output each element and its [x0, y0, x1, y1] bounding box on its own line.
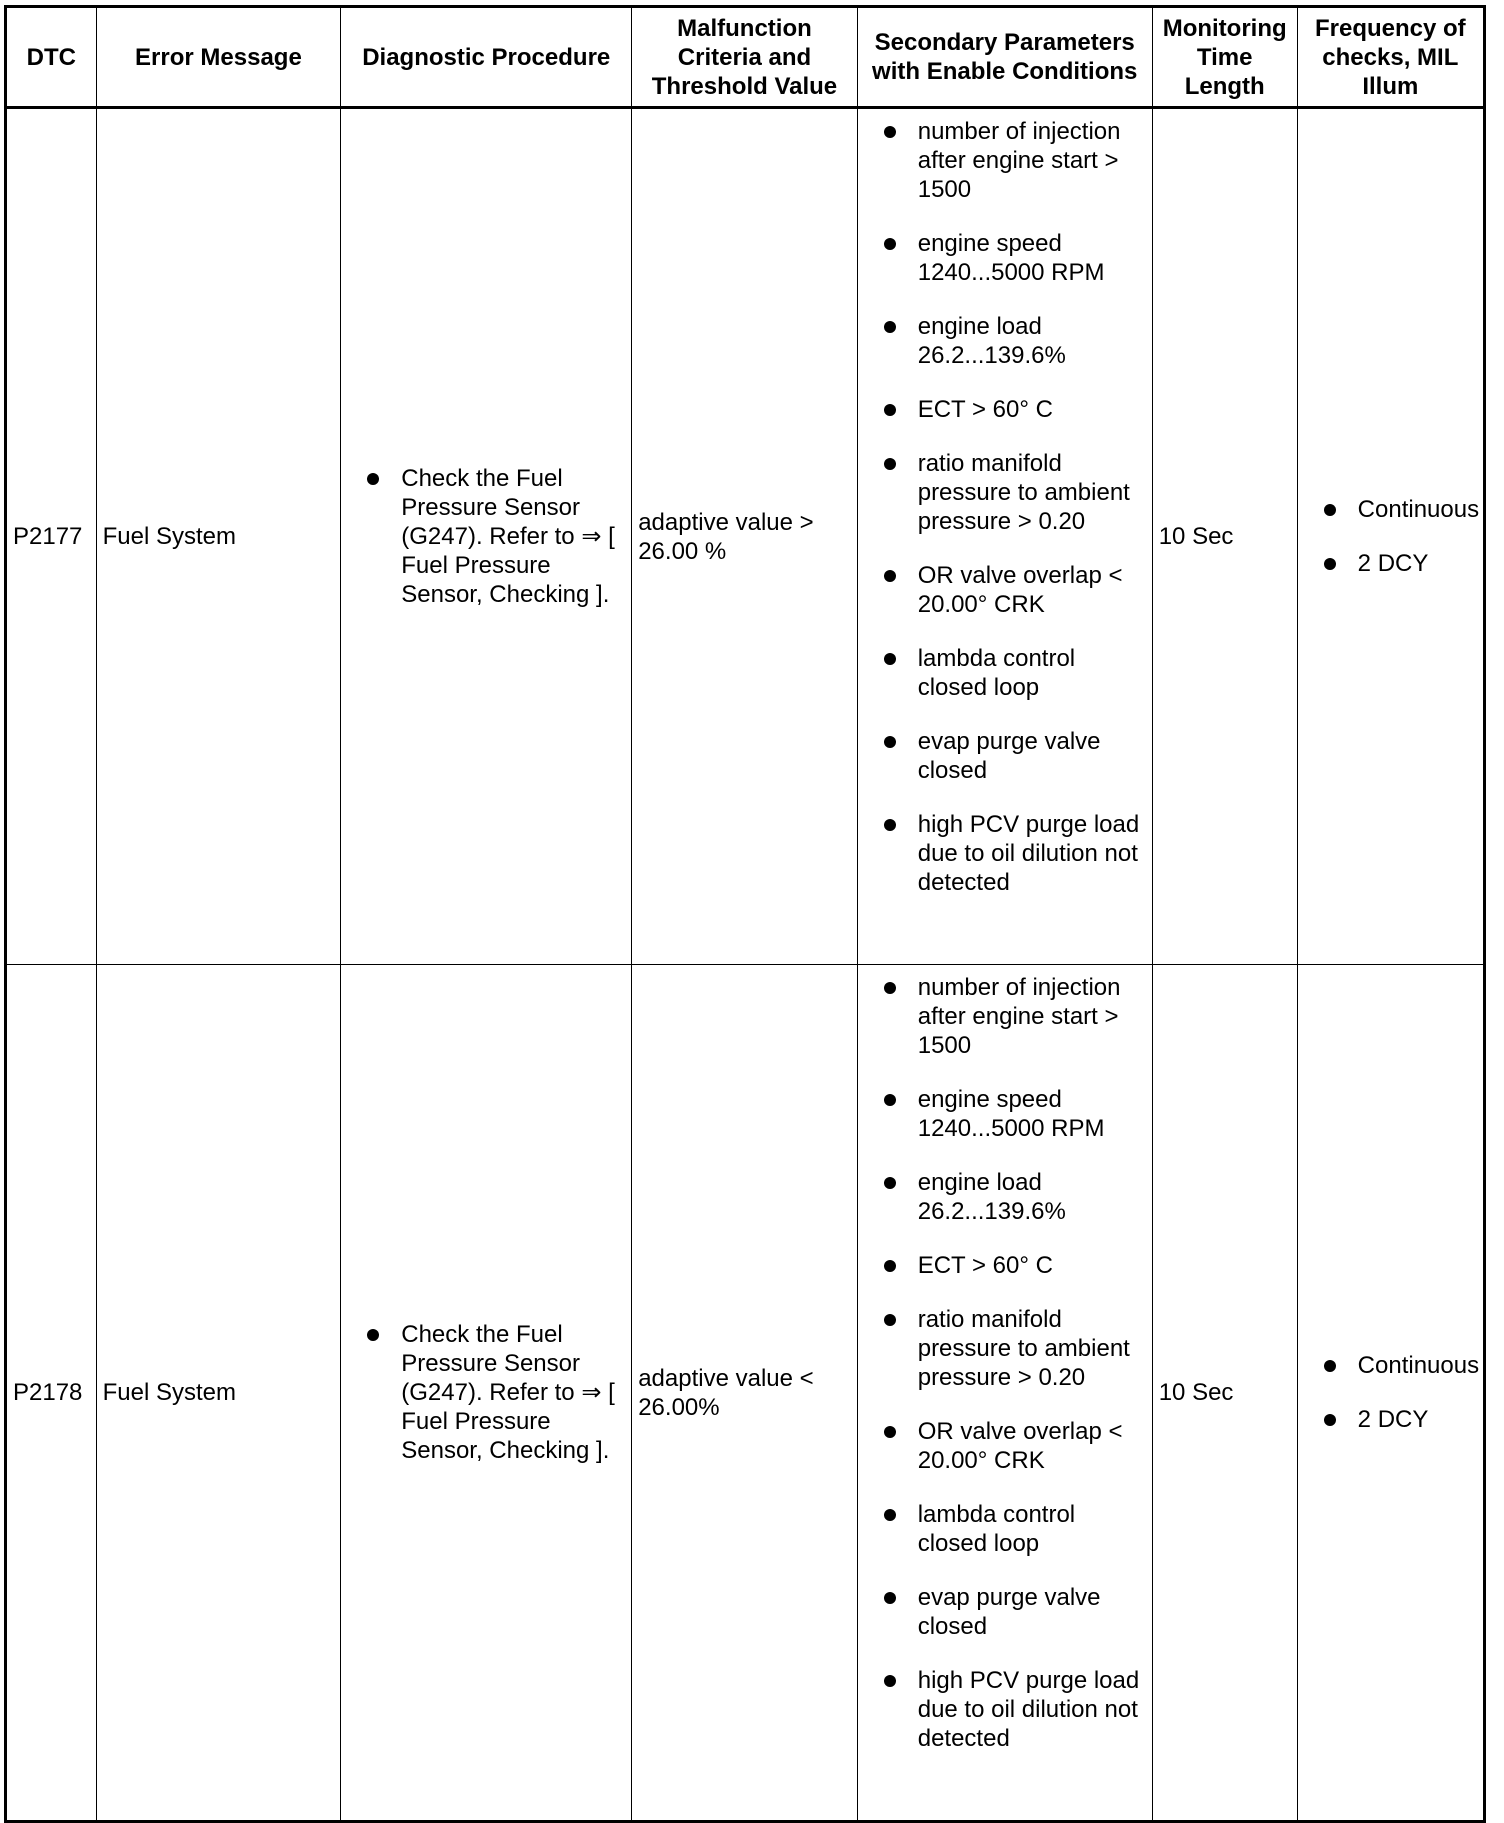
table-row [6, 965, 1485, 1822]
param-item: ratio manifold pressure to ambient pressure > 0.20 [878, 1305, 1146, 1392]
secondary-parameters [857, 108, 1152, 965]
param-item: ECT > 60° C [878, 1251, 1146, 1280]
param-item: engine speed 1240...5000 RPM [878, 229, 1146, 287]
frequency-item: Continuous [1318, 1351, 1481, 1380]
malfunction-criteria: adaptive value < 26.00% [632, 965, 858, 1822]
header-row [6, 7, 1485, 108]
monitoring-time: 10 Sec [1152, 965, 1297, 1822]
diagnostic-procedure [341, 108, 632, 965]
param-item: high PCV purge load due to oil dilution not detected [878, 1666, 1146, 1753]
diagnostic-procedure [341, 965, 632, 1822]
param-item: ratio manifold pressure to ambient pressure > 0.20 [878, 449, 1146, 536]
dtc-table [4, 5, 1486, 1823]
procedure-item: Check the Fuel Pressure Sensor (G247). Refer to ⇒ [ Fuel Pressure Sensor, Checking ]. [361, 464, 625, 609]
error-message: Fuel System [96, 108, 341, 965]
param-item: number of injection after engine start > 1500 [878, 117, 1146, 204]
param-item: lambda control closed loop [878, 1500, 1146, 1558]
monitoring-time: 10 Sec [1152, 108, 1297, 965]
param-item: engine load 26.2...139.6% [878, 1168, 1146, 1226]
frequency-item: Continuous [1318, 495, 1481, 524]
param-item: engine speed 1240...5000 RPM [878, 1085, 1146, 1143]
header-malfunction-criteria: Malfunction Criteria and Threshold Value [632, 7, 858, 108]
header-monitoring-time: Monitoring Time Length [1152, 7, 1297, 108]
param-item: number of injection after engine start > 1500 [878, 973, 1146, 1060]
param-item: high PCV purge load due to oil dilution not detected [878, 810, 1146, 897]
param-item: evap purge valve closed [878, 1583, 1146, 1641]
secondary-parameters [857, 965, 1152, 1822]
header-frequency: Frequency of checks, MIL Illum [1297, 7, 1484, 108]
param-item: lambda control closed loop [878, 644, 1146, 702]
param-item: OR valve overlap < 20.00° CRK [878, 561, 1146, 619]
frequency [1297, 108, 1484, 965]
param-item: OR valve overlap < 20.00° CRK [878, 1417, 1146, 1475]
param-item: evap purge valve closed [878, 727, 1146, 785]
document-page [4, 5, 1486, 1823]
dtc-code: P2177 [6, 108, 97, 965]
frequency [1297, 965, 1484, 1822]
param-item: engine load 26.2...139.6% [878, 312, 1146, 370]
frequency-item: 2 DCY [1318, 1405, 1481, 1434]
malfunction-criteria: adaptive value > 26.00 % [632, 108, 858, 965]
header-error-message: Error Message [96, 7, 341, 108]
table-row [6, 108, 1485, 965]
header-diagnostic-procedure: Diagnostic Procedure [341, 7, 632, 108]
procedure-item: Check the Fuel Pressure Sensor (G247). Refer to ⇒ [ Fuel Pressure Sensor, Checking ]. [361, 1320, 625, 1465]
header-dtc: DTC [6, 7, 97, 108]
frequency-item: 2 DCY [1318, 549, 1481, 578]
header-secondary-parameters: Secondary Parameters with Enable Conditions [857, 7, 1152, 108]
dtc-code: P2178 [6, 965, 97, 1822]
param-item: ECT > 60° C [878, 395, 1146, 424]
error-message: Fuel System [96, 965, 341, 1822]
